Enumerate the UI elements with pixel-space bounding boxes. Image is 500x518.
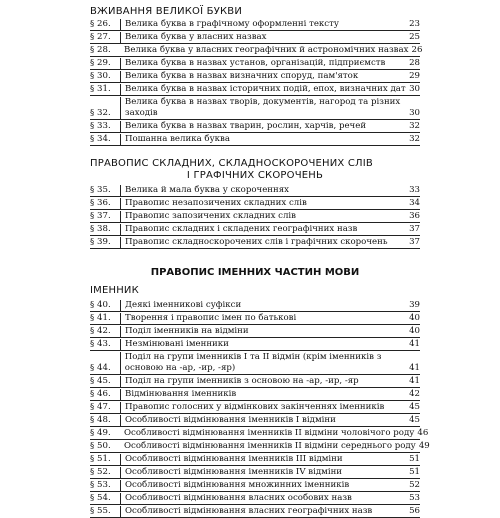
toc-entry-number: § 45. [90,376,111,386]
toc-entry-number: § 31. [90,84,111,94]
chapter-title-nominal-parts: ПРАВОПИС ІМЕННИХ ЧАСТИН МОВИ [150,267,360,278]
toc-entry-title: Велика буква в назвах історичних подій, епох, визначних дат [125,84,406,94]
toc-entry [90,57,420,70]
toc-entry [90,401,420,414]
vertical-divider [120,185,121,196]
toc-entry [90,18,420,31]
section-2-list [90,184,420,249]
toc-entry-page: 36 [409,211,420,221]
toc-entry [90,120,420,133]
vertical-divider [120,58,121,69]
toc-entry-page: 49 [418,441,430,451]
toc-entry [90,133,420,146]
toc-entry [90,184,420,197]
vertical-divider [120,480,121,491]
vertical-divider [120,300,121,311]
section-title-capital-letter: ВЖИВАННЯ ВЕЛИКОЇ БУКВИ [90,6,243,17]
section-3-list [90,299,430,518]
toc-entry-title: Особливості відмінювання іменників IV відміни [125,467,343,477]
toc-entry [90,388,420,401]
toc-entry-page: 41 [409,363,420,373]
toc-entry-number: § 52. [90,467,111,477]
toc-entry-title: Правопис складних і складених географічних назв [125,224,358,234]
toc-entry-number: § 28. [90,45,111,55]
toc-entry-number: § 27. [90,32,111,42]
toc-entry [90,312,420,325]
toc-entry-title: Особливості відмінювання іменників І відміни [125,415,336,425]
vertical-divider [120,376,121,387]
vertical-divider [120,454,121,465]
vertical-divider [120,198,121,209]
toc-entry-page: 39 [409,300,420,310]
toc-entry [90,479,420,492]
toc-entry-page: 41 [409,339,420,349]
toc-entry [90,505,420,518]
toc-entry [90,236,420,249]
vertical-divider [120,313,121,324]
toc-entry [90,414,420,427]
toc-column [90,0,430,518]
toc-entry-number: § 30. [90,71,111,81]
toc-entry-title: Велика буква у власних географічних й астрономічних назвах [124,45,409,55]
toc-entry-title: Правопис складноскорочених слів і графічних скорочень [125,237,388,247]
toc-entry-page: 26 [411,45,423,55]
toc-entry-page: 45 [409,402,420,412]
toc-entry-title: Особливості відмінювання іменників ІІІ відміни [125,454,343,464]
toc-entry-number: § 50. [90,441,111,451]
toc-entry-page: 33 [409,185,420,195]
toc-entry-page: 42 [409,389,420,399]
vertical-divider [120,339,121,350]
toc-entry-page: 51 [409,454,420,464]
toc-entry [90,440,430,453]
vertical-divider [120,121,121,132]
vertical-divider [120,134,121,145]
toc-entry-number: § 48. [90,415,111,425]
toc-entry-title: Відмінювання іменників [125,389,237,399]
section-1-list [90,18,423,146]
toc-entry-number: § 37. [90,211,111,221]
toc-entry [90,453,420,466]
toc-entry-number: § 38. [90,224,111,234]
vertical-divider [120,415,121,426]
toc-entry-number: § 32. [90,108,111,118]
toc-entry [90,338,420,351]
vertical-divider [120,211,121,222]
vertical-divider [120,506,121,517]
vertical-divider [120,389,121,400]
toc-entry [90,44,423,57]
toc-entry-number: § 44. [90,363,111,373]
toc-entry-title: Велика буква у власних назвах [125,32,267,42]
toc-entry-title: Особливості відмінювання множинних іменників [125,480,350,490]
toc-entry-page: 51 [409,467,420,477]
toc-entry-number: § 53. [90,480,111,490]
toc-entry-title: Велика буква в назвах установ, організацій, підприємств [125,58,386,68]
toc-entry-page: 53 [409,493,420,503]
toc-entry-page: 56 [409,506,420,516]
toc-entry-page: 29 [409,71,420,81]
vertical-divider [120,32,121,43]
toc-entry-title: Поділ на групи іменників І та ІІ відмін (крім іменників з основою на -ар, -ир, -яр) [124,352,382,373]
toc-entry-page: 40 [409,326,420,336]
vertical-divider [120,19,121,30]
toc-entry-number: § 51. [90,454,111,464]
section-title-line-1: ПРАВОПИС СКЛАДНИХ, СКЛАДНОСКОРОЧЕНИХ СЛІВ [90,158,373,169]
toc-entry-page: 41 [409,376,420,386]
vertical-divider [120,326,121,337]
vertical-divider [120,352,121,374]
toc-entry-page: 32 [409,134,420,144]
toc-entry-title: Особливості відмінювання іменників ІІ відміни чоловічого роду [124,428,415,438]
toc-entry-number: § 42. [90,326,111,336]
toc-entry-title: Правопис незапозичених складних слів [125,198,307,208]
toc-entry-title: Особливості відмінювання власних особових назв [125,493,352,503]
toc-entry-number: § 47. [90,402,111,412]
toc-entry [90,223,420,236]
toc-entry-number: § 55. [90,506,111,516]
toc-entry-number: § 43. [90,339,111,349]
toc-entry-number: § 34. [90,134,111,144]
toc-entry-title: Велика буква в назвах визначних споруд, пам'яток [125,71,359,81]
vertical-divider [120,402,121,413]
toc-entry-title: Творення і правопис імен по батькові [125,313,297,323]
toc-entry-title: Поділ іменників на відміни [125,326,249,336]
vertical-divider [120,467,121,478]
toc-entry [90,325,420,338]
toc-entry-page: 28 [409,58,420,68]
toc-entry [90,351,420,375]
section-title-noun: ІМЕННИК [90,285,139,296]
toc-entry-title: Незмінювані іменники [125,339,229,349]
toc-entry-number: § 33. [90,121,111,131]
toc-entry-page: 34 [409,198,420,208]
toc-entry-number: § 41. [90,313,111,323]
toc-entry-page: 45 [409,415,420,425]
spacer [90,146,420,158]
toc-entry-title: Правопис запозичених складних слів [125,211,297,221]
toc-entry-title: Особливості відмінювання іменників ІІ відміни середнього роду [124,441,416,451]
toc-entry [90,299,420,312]
toc-entry-title: Пошанна велика буква [125,134,230,144]
toc-entry-number: § 26. [90,19,111,29]
vertical-divider [120,97,121,119]
toc-entry-title: Велика буква в назвах творів, документів, нагород та різних заходів [124,97,401,118]
toc-entry-number: § 54. [90,493,111,503]
vertical-divider [120,71,121,82]
toc-entry-page: 30 [409,108,420,118]
toc-entry-page: 52 [409,480,420,490]
toc-entry-number: § 29. [90,58,111,68]
toc-entry-page: 23 [409,19,420,29]
section-title-compound-words [90,158,420,182]
toc-entry [90,96,420,120]
toc-entry-title: Велика буква в назвах тварин, рослин, харчів, речей [125,121,367,131]
vertical-divider [120,224,121,235]
toc-entry-page: 46 [417,428,429,438]
toc-entry [90,427,429,440]
toc-entry-page: 37 [409,237,420,247]
toc-entry-page: 25 [409,32,420,42]
toc-entry [90,197,420,210]
toc-entry-page: 30 [409,84,420,94]
toc-entry-title: Велика буква в графічному оформленні тексту [125,19,339,29]
toc-entry-page: 40 [409,313,420,323]
toc-entry [90,375,420,388]
toc-entry-page: 32 [409,121,420,131]
toc-entry-title: Деякі іменникові суфікси [125,300,242,310]
toc-entry-title: Особливості відмінювання власних географічних назв [125,506,373,516]
toc-entry-page: 37 [409,224,420,234]
toc-entry-number: § 35. [90,185,111,195]
toc-entry-title: Велика й мала буква у скороченнях [125,185,290,195]
toc-entry-number: § 49. [90,428,111,438]
toc-entry [90,466,420,479]
toc-entry [90,83,420,96]
vertical-divider [120,237,121,248]
vertical-divider [120,84,121,95]
toc-entry-number: § 39. [90,237,111,247]
section-title-line-2: І ГРАФІЧНИХ СКОРОЧЕНЬ [186,170,324,181]
toc-entry [90,70,420,83]
toc-entry-title: Поділ на групи іменників з основою на -ар, -ир, -яр [125,376,359,386]
toc-entry-number: § 36. [90,198,111,208]
vertical-divider [120,493,121,504]
toc-entry-title: Правопис голосних у відмінкових закінченнях іменників [125,402,385,412]
toc-entry-number: § 40. [90,300,111,310]
toc-entry [90,492,420,505]
toc-entry [90,210,420,223]
toc-entry [90,31,420,44]
toc-entry-number: § 46. [90,389,111,399]
spacer [90,249,420,267]
